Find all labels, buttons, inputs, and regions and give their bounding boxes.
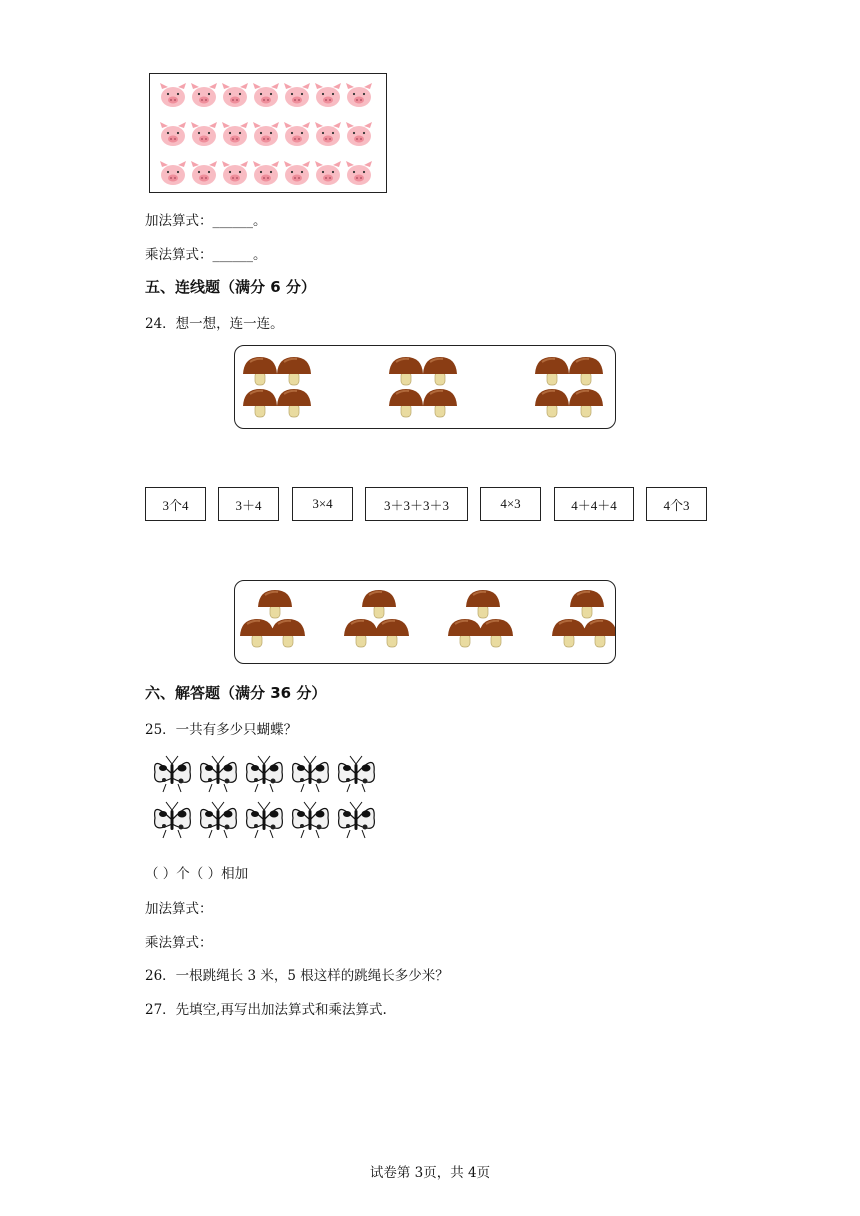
q23-addition-line: 加法算式：______。 xyxy=(145,213,267,229)
mushroom-icon xyxy=(389,389,423,417)
q25-addition-line: 加法算式： xyxy=(145,901,213,917)
pig-face-icon xyxy=(160,83,186,107)
q27-text: 27．先填空,再写出加法算式和乘法算式. xyxy=(145,1002,387,1018)
mushroom-icon xyxy=(375,619,409,647)
mushroom-icon xyxy=(271,619,305,647)
pig-face-icon xyxy=(315,83,341,107)
pig-grid xyxy=(150,74,386,192)
pig-face-icon xyxy=(346,161,372,185)
butterfly-icon xyxy=(201,802,237,838)
mushroom-icon xyxy=(583,619,615,647)
butterfly-picture xyxy=(150,752,380,844)
pig-face-icon xyxy=(160,161,186,185)
mushroom-icon xyxy=(389,357,423,385)
bottom-mushroom-groups xyxy=(235,581,615,663)
expr-box-5[interactable]: 4×3 xyxy=(480,487,541,521)
pig-face-icon xyxy=(191,83,217,107)
pig-face-icon xyxy=(284,83,310,107)
top-mushroom-groups xyxy=(235,346,615,428)
expr-box-1[interactable]: 3个4 xyxy=(145,487,206,521)
mushroom-icon xyxy=(479,619,513,647)
mushroom-icon xyxy=(258,590,292,618)
expr-box-6[interactable]: 4＋4＋4 xyxy=(554,487,634,521)
mushroom-icon xyxy=(535,389,569,417)
pig-face-icon xyxy=(253,161,279,185)
mushroom-icon xyxy=(362,590,396,618)
mushroom-icon xyxy=(243,357,277,385)
mushroom-icon xyxy=(423,357,457,385)
butterfly-icon xyxy=(293,756,329,792)
pig-face-icon xyxy=(222,122,248,146)
page-footer: 试卷第 3页，共 4页 xyxy=(369,1165,491,1181)
mushroom-icon xyxy=(423,389,457,417)
section-6-title: 六、解答题（满分 36 分） xyxy=(145,684,327,702)
pig-face-icon xyxy=(191,122,217,146)
pig-face-icon xyxy=(191,161,217,185)
q25-text: 25．一共有多少只蝴蝶？ xyxy=(145,722,298,738)
pig-face-icon xyxy=(346,83,372,107)
mushroom-icon xyxy=(448,619,482,647)
pig-face-icon xyxy=(284,161,310,185)
mushroom-icon xyxy=(344,619,378,647)
mushroom-icon xyxy=(570,590,604,618)
butterfly-icon xyxy=(339,802,375,838)
butterfly-icon xyxy=(293,802,329,838)
mushroom-icon xyxy=(569,357,603,385)
expr-box-2[interactable]: 3＋4 xyxy=(218,487,279,521)
q25-multiplication-line: 乘法算式： xyxy=(145,935,213,951)
pig-face-icon xyxy=(222,83,248,107)
pig-face-icon xyxy=(222,161,248,185)
mushroom-icon xyxy=(466,590,500,618)
butterfly-icon xyxy=(155,756,191,792)
section-5-title: 五、连线题（满分 6 分） xyxy=(145,278,316,296)
butterfly-icon xyxy=(339,756,375,792)
expr-box-3[interactable]: 3×4 xyxy=(292,487,353,521)
expr-box-4[interactable]: 3＋3＋3＋3 xyxy=(365,487,468,521)
mushroom-icon xyxy=(552,619,586,647)
mushroom-icon xyxy=(535,357,569,385)
q24-text: 24．想一想，连一连。 xyxy=(145,316,284,332)
q26-text: 26．一根跳绳长 3 米，5 根这样的跳绳长多少米？ xyxy=(145,968,449,984)
pig-face-icon xyxy=(315,122,341,146)
pig-face-icon xyxy=(160,122,186,146)
pig-face-icon xyxy=(284,122,310,146)
mushroom-icon xyxy=(277,357,311,385)
pig-face-icon xyxy=(315,161,341,185)
butterfly-grid xyxy=(150,752,380,844)
mushroom-icon xyxy=(569,389,603,417)
top-mushroom-box xyxy=(234,345,616,429)
butterfly-icon xyxy=(201,756,237,792)
mushroom-icon xyxy=(277,389,311,417)
expr-box-7[interactable]: 4个3 xyxy=(646,487,707,521)
pig-face-icon xyxy=(253,122,279,146)
butterfly-icon xyxy=(155,802,191,838)
pig-face-icon xyxy=(253,83,279,107)
butterfly-icon xyxy=(247,756,283,792)
butterfly-icon xyxy=(247,802,283,838)
pig-face-icon xyxy=(346,122,372,146)
q23-multiplication-line: 乘法算式：______。 xyxy=(145,247,267,263)
mushroom-icon xyxy=(240,619,274,647)
mushroom-icon xyxy=(243,389,277,417)
bottom-mushroom-box xyxy=(234,580,616,664)
q25-blank-line: （ ）个（ ）相加 xyxy=(145,866,249,882)
pig-picture-box xyxy=(149,73,387,193)
